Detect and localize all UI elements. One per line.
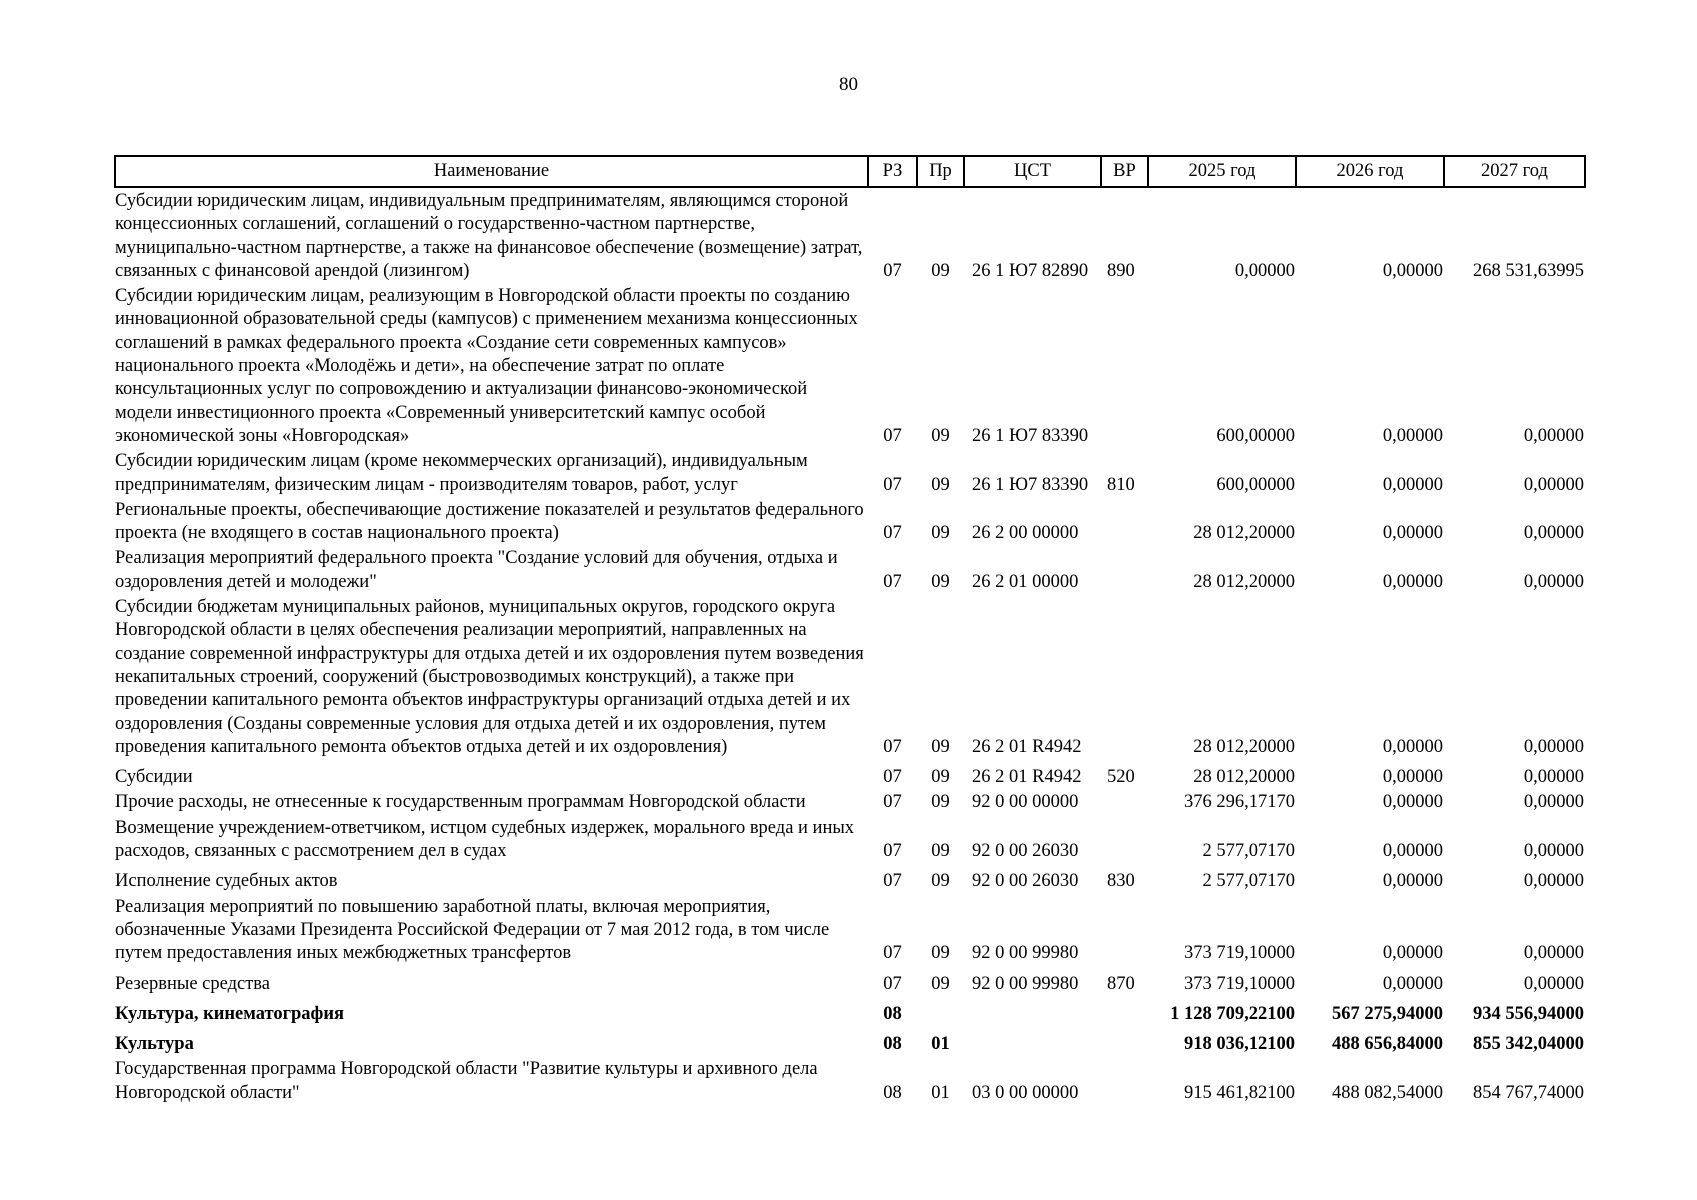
cell-2027: 0,00000 [1523,736,1584,757]
cell-vr: 890 [1107,260,1135,281]
cell-cst: 92 0 00 99980 [972,943,1079,964]
cell-2025: 376 296,17170 [1184,792,1295,813]
cell-vr: 810 [1107,474,1135,495]
cell-2026: 0,00000 [1382,792,1443,813]
cell-2026: 0,00000 [1382,260,1443,281]
table-row [115,547,1585,596]
cell-2025: 28 012,20000 [1193,736,1295,757]
cell-pr: 09 [931,474,950,495]
cell-pr: 09 [931,523,950,544]
cell-2026: 0,00000 [1382,841,1443,862]
cell-pr: 09 [931,841,950,862]
cell-cst: 26 1 Ю7 83390 [972,474,1089,495]
cell-2027: 854 767,74000 [1473,1082,1584,1103]
cell-name: Культура [115,1034,194,1055]
cell-2026: 0,00000 [1382,767,1443,788]
cell-vr [1101,896,1148,968]
cell-2025: 2 577,07170 [1202,871,1295,892]
cell-name: Субсидии юридическим лицам, реализующим в Новгородской области проекты по созданию инновационной образовательной среды (кампусов) с применением механизма концессионных соглашений в рамках федерального проекта «Создание сети современных кампусов» национального проекта «Молодёжь и дети», на обеспечение затрат по оплате консультационных услуг по сопровождению и актуализации финансово-экономической модели инвестиционного проекта «Современный университетский кампус особой экономической зоны «Новгородская» [115,286,858,446]
table-row [115,865,1585,895]
cell-cst: 26 2 01 R4942 [972,767,1082,788]
cell-cst: 03 0 00 00000 [972,1082,1079,1103]
cell-rz: 07 [883,523,902,544]
cell-name: Субсидии юридическим лицам, индивидуальным предпринимателям, являющимся стороной концессионных соглашений, соглашений о государственно-частном партнерстве, муниципально-частном партнерстве, а также на финансовое обеспечение (возмещение) затрат, связанных с финансовой арендой (лизингом) [115,191,863,281]
cell-pr: 09 [931,943,950,964]
cell-2026: 0,00000 [1382,736,1443,757]
cell-rz: 07 [883,260,902,281]
cell-2025: 373 719,10000 [1184,943,1295,964]
cell-2025: 28 012,20000 [1193,523,1295,544]
cell-cst: 92 0 00 26030 [972,871,1079,892]
cell-2025: 2 577,07170 [1202,841,1295,862]
cell-pr: 09 [931,871,950,892]
cell-2027: 0,00000 [1523,571,1584,592]
cell-2025: 1 128 709,22100 [1170,1003,1295,1024]
cell-cst: 26 2 01 00000 [972,571,1079,592]
cell-2027: 0,00000 [1523,871,1584,892]
cell-vr [1101,817,1148,866]
cell-cst: 92 0 00 00000 [972,792,1079,813]
cell-pr: 01 [931,1082,950,1103]
cell-pr: 01 [931,1034,950,1055]
cell-rz: 07 [883,792,902,813]
cell-pr: 09 [931,792,950,813]
header-cst: ЦСТ [964,156,1101,187]
cell-2027: 0,00000 [1523,841,1584,862]
header-pr: Пр [917,156,964,187]
cell-2026: 0,00000 [1382,943,1443,964]
table-row [115,450,1585,499]
table-row [115,596,1585,761]
cell-cst [964,998,1101,1028]
cell-rz: 08 [883,1082,902,1103]
cell-cst: 92 0 00 26030 [972,841,1079,862]
cell-cst: 26 1 Ю7 82890 [972,260,1089,281]
table-row [115,998,1585,1028]
cell-rz: 07 [883,871,902,892]
cell-2027: 0,00000 [1523,474,1584,495]
header-2025: 2025 год [1148,156,1296,187]
cell-vr [1101,499,1148,548]
cell-name: Исполнение судебных актов [115,871,338,892]
header-rz: РЗ [868,156,917,187]
cell-pr: 09 [931,767,950,788]
cell-2026: 0,00000 [1382,523,1443,544]
cell-cst [964,1028,1101,1058]
cell-cst: 26 2 00 00000 [972,523,1079,544]
cell-pr [917,998,964,1028]
header-2027: 2027 год [1444,156,1585,187]
cell-2025: 373 719,10000 [1184,973,1295,994]
cell-rz: 08 [883,1003,902,1024]
table-row [115,791,1585,816]
cell-name: Субсидии юридическим лицам (кроме некоммерческих организаций), индивидуальным предпринимателям, физическим лицам - производителям товаров, работ, услуг [115,451,808,495]
cell-name: Прочие расходы, не отнесенные к государственным программам Новгородской области [115,792,806,813]
cell-name: Субсидии бюджетам муниципальных районов, муниципальных округов, городского округа Новгородской области в целях обеспечения реализации мероприятий, направленных на создание современной инфраструктуры для отдыха детей и их оздоровления путем возведения некапитальных строений, сооружений (быстровозводимых конструкций), а также при проведении капитального ремонта объектов инфраструктуры организаций отдыха детей и их оздоровления (Созданы современные условия для отдыха детей и их оздоровления, путем проведения капитального ремонта объектов отдыха детей и их оздоровления) [115,597,864,757]
cell-vr [1101,791,1148,816]
cell-2026: 0,00000 [1382,474,1443,495]
cell-2025: 600,00000 [1216,474,1295,495]
cell-vr: 520 [1107,767,1135,788]
cell-pr: 09 [931,425,950,446]
cell-name: Реализация мероприятий федерального проекта "Создание условий для обучения, отдыха и оздоровления детей и молодежи" [115,548,838,592]
header-2026: 2026 год [1296,156,1444,187]
cell-name: Резервные средства [115,973,270,994]
cell-pr: 09 [931,571,950,592]
cell-rz: 07 [883,841,902,862]
budget-table [114,155,1586,1107]
cell-rz: 07 [883,571,902,592]
cell-vr [1101,998,1148,1028]
cell-rz: 08 [883,1034,902,1055]
table-row [115,285,1585,450]
cell-cst: 92 0 00 99980 [972,973,1079,994]
cell-2025: 28 012,20000 [1193,571,1295,592]
cell-vr: 830 [1107,871,1135,892]
table-row [115,817,1585,866]
cell-2026: 488 082,54000 [1332,1082,1443,1103]
cell-pr: 09 [931,736,950,757]
page-number: 80 [839,74,858,95]
cell-vr [1101,596,1148,761]
cell-2026: 0,00000 [1382,425,1443,446]
cell-rz: 07 [883,425,902,446]
table-row [115,761,1585,791]
table-row [115,896,1585,968]
table-row [115,187,1585,285]
cell-2027: 0,00000 [1523,943,1584,964]
cell-2025: 918 036,12100 [1184,1034,1295,1055]
cell-vr [1101,1058,1148,1107]
table-row [115,1028,1585,1058]
table-header-row [115,156,1585,187]
cell-name: Культура, кинематография [115,1003,345,1024]
cell-2026: 488 656,84000 [1332,1034,1443,1055]
cell-2026: 0,00000 [1382,571,1443,592]
table-row [115,499,1585,548]
cell-name: Государственная программа Новгородской области "Развитие культуры и архивного дела Новгородской области" [115,1059,818,1103]
cell-2026: 567 275,94000 [1332,1003,1443,1024]
cell-2027: 0,00000 [1523,973,1584,994]
cell-name: Субсидии [115,767,193,788]
header-vr: ВР [1101,156,1148,187]
cell-vr: 870 [1107,973,1135,994]
cell-name: Реализация мероприятий по повышению заработной платы, включая мероприятия, обозначенные Указами Президента Российской Федерации от 7 мая 2012 года, в том числе путем предоставления иных межбюджетных трансфертов [115,896,830,964]
cell-2027: 0,00000 [1523,792,1584,813]
cell-rz: 07 [883,474,902,495]
cell-pr: 09 [931,973,950,994]
cell-rz: 07 [883,973,902,994]
cell-vr [1101,285,1148,450]
cell-2027: 268 531,63995 [1473,260,1584,281]
cell-2027: 855 342,04000 [1473,1034,1584,1055]
table-body [115,187,1585,1107]
cell-2027: 0,00000 [1523,425,1584,446]
cell-cst: 26 1 Ю7 83390 [972,425,1089,446]
cell-2026: 0,00000 [1382,973,1443,994]
table-row [115,968,1585,998]
cell-rz: 07 [883,767,902,788]
cell-pr: 09 [931,260,950,281]
cell-2025: 0,00000 [1234,260,1295,281]
cell-2027: 934 556,94000 [1473,1003,1584,1024]
cell-2027: 0,00000 [1523,767,1584,788]
cell-name: Региональные проекты, обеспечивающие достижение показателей и результатов федерального проекта (не входящего в состав национального проекта) [115,499,864,544]
table-row [115,1058,1585,1107]
cell-name: Возмещение учреждением-ответчиком, истцом судебных издержек, морального вреда и иных расходов, связанных с рассмотрением дел в судах [115,817,855,862]
cell-2027: 0,00000 [1523,523,1584,544]
cell-vr [1101,1028,1148,1058]
header-name: Наименование [115,156,868,187]
cell-2025: 28 012,20000 [1193,767,1295,788]
cell-2026: 0,00000 [1382,871,1443,892]
cell-rz: 07 [883,736,902,757]
cell-rz: 07 [883,943,902,964]
cell-2025: 600,00000 [1216,425,1295,446]
cell-2025: 915 461,82100 [1184,1082,1295,1103]
cell-cst: 26 2 01 R4942 [972,736,1082,757]
cell-vr [1101,547,1148,596]
